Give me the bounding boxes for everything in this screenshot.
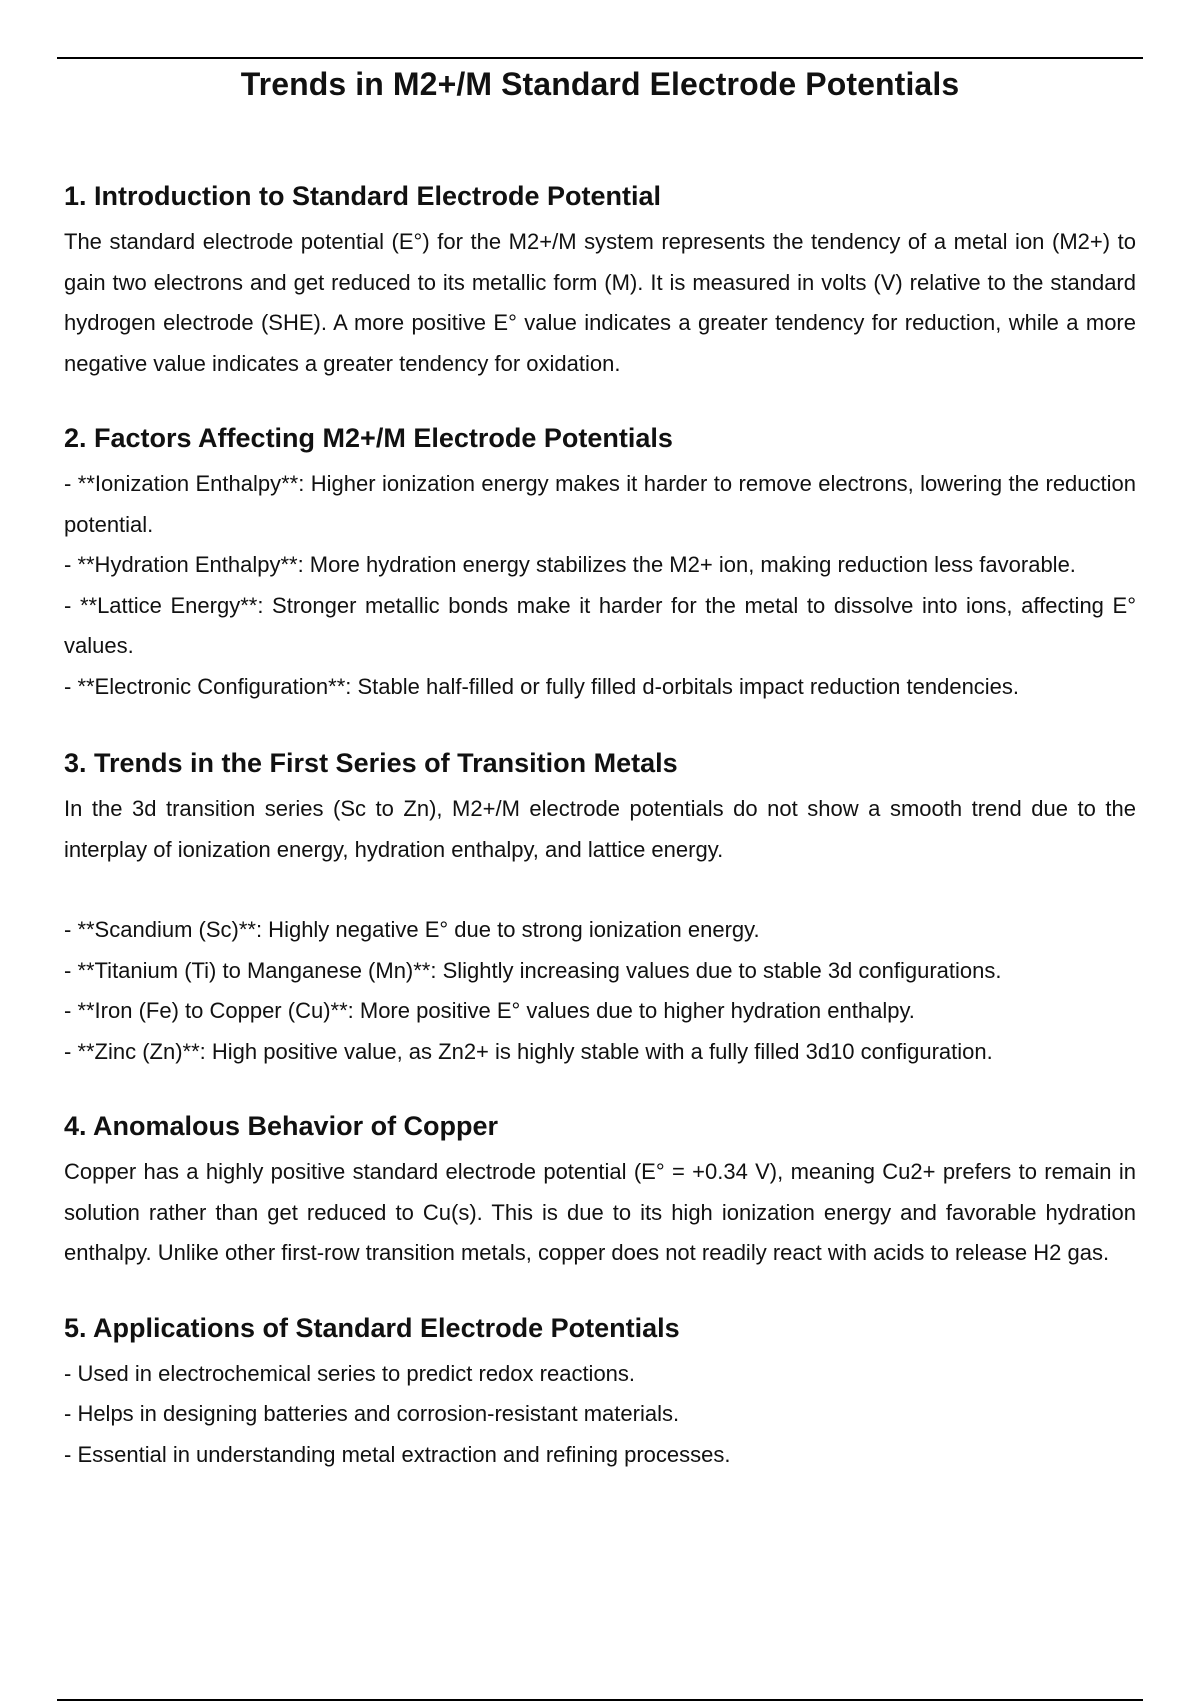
list-item: - **Iron (Fe) to Copper (Cu)**: More positive E° values due to higher hydration enthalpy. [64, 998, 915, 1023]
list-item: - **Titanium (Ti) to Manganese (Mn)**: Slightly increasing values due to stable 3d configurations. [64, 957, 1002, 983]
document-body [64, 178, 1136, 1511]
section-paragraph: The standard electrode potential (E°) for the M2+/M system represents the tendency of a metal ion (M2+) to gain two electrons and get reduced to its metallic form (M). It is measured in volts (V) relative to the standard hydrogen electrode (SHE). A more positive E° value indicates a greater tendency for reduction, while a more negative value indicates a greater tendency for oxidation. [64, 229, 1136, 376]
list-item: - **Electronic Configuration**: Stable half-filled or fully filled d-orbitals impact reduction tendencies. [64, 673, 1020, 699]
list-item: - **Zinc (Zn)**: High positive value, as Zn2+ is highly stable with a fully filled 3d10 configuration. [64, 1038, 993, 1064]
list-item: - **Ionization Enthalpy**: Higher ionization energy makes it harder to remove electrons, lowering the reduction potential. [64, 471, 1136, 537]
list-item: - **Scandium (Sc)**: Highly negative E° due to strong ionization energy. [64, 917, 760, 942]
top-rule [57, 57, 1143, 59]
list-item: - **Hydration Enthalpy**: More hydration energy stabilizes the M2+ ion, making reduction less favorable. [64, 552, 1076, 577]
list-item: - Essential in understanding metal extraction and refining processes. [64, 1441, 731, 1467]
section-heading: 3. Trends in the First Series of Transition Metals [64, 748, 678, 778]
section-heading: 5. Applications of Standard Electrode Potentials [64, 1312, 680, 1343]
section-introduction [64, 178, 1136, 384]
section-heading: 2. Factors Affecting M2+/M Electrode Potentials [64, 423, 673, 453]
document-title: Trends in M2+/M Standard Electrode Potentials [240, 66, 960, 102]
list-item: - **Lattice Energy**: Stronger metallic bonds make it harder for the metal to dissolve into ions, affecting E° values. [64, 592, 1136, 658]
section-paragraph: Copper has a highly positive standard electrode potential (E° = +0.34 V), meaning Cu2+ prefers to remain in solution rather than get reduced to Cu(s). This is due to its high ionization energy and favorable hydration enthalpy. Unlike other first-row transition metals, copper does not readily react with acids to release H2 gas. [64, 1159, 1136, 1265]
section-copper [64, 1108, 1136, 1274]
section-applications [64, 1310, 1136, 1476]
section-factors [64, 420, 1136, 707]
list-item: - Used in electrochemical series to predict redox reactions. [64, 1360, 636, 1386]
section-trends [64, 745, 1136, 1072]
section-heading: 4. Anomalous Behavior of Copper [64, 1111, 499, 1141]
section-heading: 1. Introduction to Standard Electrode Potential [64, 181, 662, 211]
spacer [64, 870, 1136, 910]
section-paragraph: In the 3d transition series (Sc to Zn), M2+/M electrode potentials do not show a smooth trend due to the interplay of ionization energy, hydration enthalpy, and lattice energy. [64, 796, 1136, 862]
list-item: - Helps in designing batteries and corrosion-resistant materials. [64, 1401, 680, 1426]
